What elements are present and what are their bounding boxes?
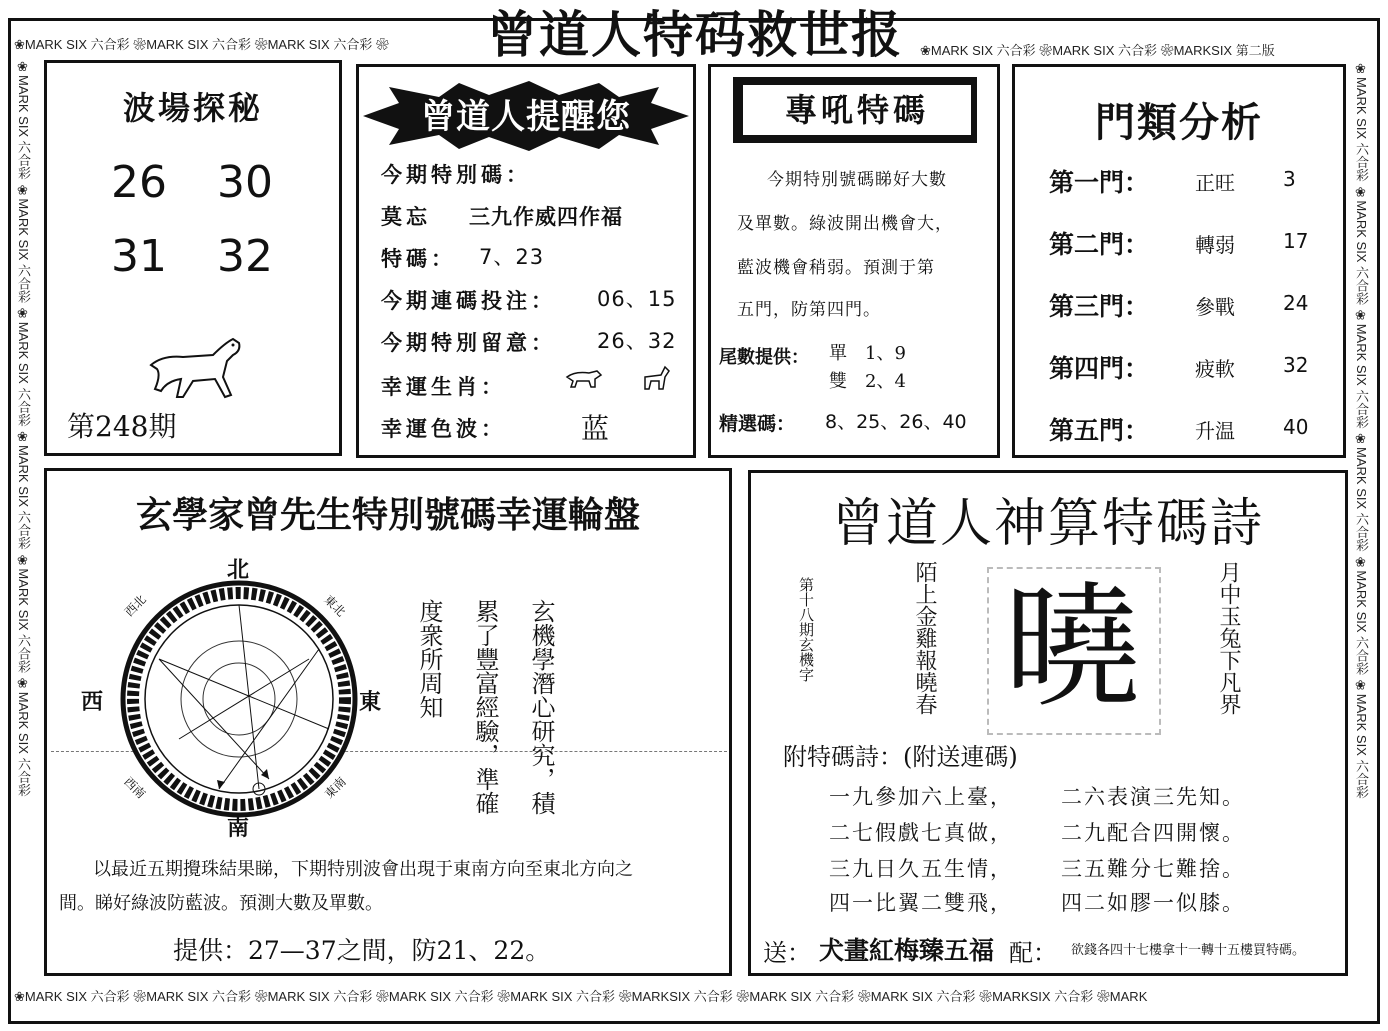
gate-3-num: 24: [1283, 291, 1309, 315]
poem-line-7: 四一比翼二雙飛，: [829, 891, 1013, 915]
panel-special-code: [708, 64, 1000, 458]
gate-5-label: 第五門：: [1049, 416, 1150, 445]
gate-1-label: 第一門：: [1049, 168, 1150, 197]
gate-2-num: 17: [1283, 229, 1309, 253]
gate-4-word: 疲軟: [1195, 357, 1235, 381]
panel-wave-secret: [44, 60, 342, 456]
wheel-title: 玄學家曾先生特別號碼幸運輪盤: [135, 494, 640, 536]
tail-label: 尾數提供：: [719, 347, 809, 368]
poem-line-2: 二六表演三先知。: [1061, 785, 1245, 809]
poem-line-4: 二九配合四開懷。: [1061, 821, 1245, 845]
row-color-value: 蓝: [581, 412, 614, 445]
gate-title: 門類分析: [1095, 99, 1263, 146]
row-link-value: 06、15: [597, 287, 677, 311]
poem-line-5: 三九日久五生情，: [829, 857, 1013, 881]
number-1: 26: [111, 157, 167, 208]
tiger-icon: [565, 367, 603, 389]
dir-south: 南: [227, 815, 250, 841]
poem-left-line: 陌上金雞報曉春: [912, 561, 937, 715]
wheel-text-2: 間。睇好綠波防藍波。預測大數及單數。: [59, 893, 383, 914]
mystic-col-2: 累了豐富經驗，準確: [471, 599, 499, 815]
number-2: 30: [217, 157, 273, 208]
panel-lucky-wheel: [44, 468, 732, 976]
dir-southwest: 西南: [121, 774, 149, 802]
panel-poem: [748, 470, 1348, 976]
row-attention-value: 26、32: [597, 329, 677, 353]
tail-even: 雙 2、4: [829, 371, 906, 392]
gate-5-num: 40: [1283, 415, 1309, 439]
row-zodiac-label: 幸運生肖：: [381, 374, 506, 399]
pick-value: 8、25、26、40: [825, 411, 967, 433]
poem-title: 曾道人神算特碼詩: [831, 494, 1264, 554]
gate-1-num: 3: [1283, 167, 1296, 191]
pair-label: 配：: [1009, 939, 1057, 967]
row-color-label: 幸運色波：: [381, 416, 506, 441]
poem-line-6: 三五難分七難捨。: [1061, 857, 1245, 881]
row-special-label: 今期特別碼：: [381, 162, 531, 187]
dir-southeast: 東南: [321, 774, 349, 802]
special-body-4: 五門，防第四門。: [737, 300, 881, 320]
panel1-title: 波場探秘: [122, 89, 263, 127]
dir-west: 西: [81, 689, 104, 715]
poem-line-3: 二七假戲七真做，: [829, 821, 1013, 845]
gate-3-label: 第三門：: [1049, 292, 1150, 321]
row-special-code-label: 特碼：: [381, 246, 456, 271]
big-char: 曉: [1004, 569, 1140, 727]
panel-reminder: [356, 64, 696, 458]
pick-label: 精選碼：: [719, 413, 796, 435]
special-body-2: 及單數。綠波開出機會大，: [737, 214, 953, 234]
pair-text: 欲錢各四十七樓拿十一轉十五樓買特碼。: [1071, 943, 1306, 958]
number-3: 31: [111, 231, 167, 282]
border-top-right: ❀MARK SIX 六合彩 ❀MARK SIX 六合彩 ❀MARKSIX 第二版: [920, 43, 1275, 58]
mystic-col-1: 玄機學潛心研究，積: [527, 599, 555, 815]
special-body-1: 今期特別號碼睇好大數: [767, 170, 947, 190]
row-link-label: 今期連碼投注：: [381, 288, 556, 313]
lucky-wheel: [119, 579, 359, 819]
poem-right-line: 月中玉兔下凡界: [1216, 561, 1241, 715]
poem-left-col: 第十八期玄機字: [797, 577, 815, 682]
goat-icon: [641, 363, 671, 393]
number-4: 32: [217, 231, 273, 282]
row-remember-value: 三九作威四作福: [469, 204, 623, 229]
row-attention-label: 今期特別留意：: [381, 330, 556, 355]
border-right: ❀MARK SIX 六合彩 ❀MARK SIX 六合彩 ❀MARK SIX 六合彩 ❀MARK SIX 六合彩 ❀MARK SIX 六合彩 ❀MARK SIX 六合彩: [1354, 62, 1369, 799]
poem-line-8: 四二如膠一似膝。: [1061, 891, 1245, 915]
tail-odd: 單 1、9: [829, 343, 906, 364]
mystic-col-3: 度衆所周知: [415, 599, 443, 719]
gate-2-label: 第二門：: [1049, 230, 1150, 259]
send-text: 犬畫紅梅臻五福: [819, 936, 995, 965]
reminder-banner: 曾道人提醒您: [421, 97, 631, 137]
page-title: 曾道人特码救世报: [487, 5, 903, 64]
send-label: 送：: [763, 939, 811, 967]
border-left: ❀MARK SIX 六合彩 ❀MARK SIX 六合彩 ❀MARK SIX 六合彩 ❀MARK SIX 六合彩 ❀MARK SIX 六合彩 ❀MARK SIX 六合彩: [16, 60, 31, 797]
gate-2-word: 轉弱: [1195, 233, 1235, 257]
wheel-text-1: 以最近五期攪珠結果睇，下期特別波會出現于東南方向至東北方向之: [93, 859, 633, 880]
gate-3-word: 參戰: [1195, 295, 1235, 319]
row-remember-label: 莫忘: [381, 204, 431, 229]
special-body-3: 藍波機會稍弱。預測于第: [737, 258, 935, 278]
row-special-code-value: 7、23: [479, 245, 545, 269]
poem-line-1: 一九參加六上臺，: [829, 785, 1013, 809]
dog-icon: [143, 325, 247, 405]
poem-sub: 附特碼詩：(附送連碼): [783, 743, 1018, 771]
border-bottom: ❀MARK SIX 六合彩 ❀MARK SIX 六合彩 ❀MARK SIX 六合彩 ❀MARK SIX 六合彩 ❀MARK SIX 六合彩 ❀MARKSIX 六合彩 ❀MARK SIX 六合彩 ❀MARK SIX 六合彩 ❀MARKSIX 六合彩 ❀MARK: [14, 989, 1148, 1004]
dir-east: 東: [359, 689, 382, 715]
dir-northeast: 東北: [321, 592, 349, 620]
panel-gate-analysis: [1012, 64, 1346, 458]
dir-northwest: 西北: [121, 592, 149, 620]
gate-1-word: 正旺: [1195, 171, 1235, 195]
dir-north: 北: [227, 557, 250, 583]
gate-5-word: 升温: [1195, 419, 1235, 443]
wheel-provide: 提供：27—37之間，防21、22。: [173, 936, 551, 965]
gate-4-label: 第四門：: [1049, 354, 1150, 383]
special-title: 專吼特碼: [741, 83, 973, 137]
gate-4-num: 32: [1283, 353, 1309, 377]
issue-number: 第248期: [67, 410, 177, 443]
border-top-left: ❀MARK SIX 六合彩 ❀MARK SIX 六合彩 ❀MARK SIX 六合彩 ❀: [14, 37, 389, 52]
